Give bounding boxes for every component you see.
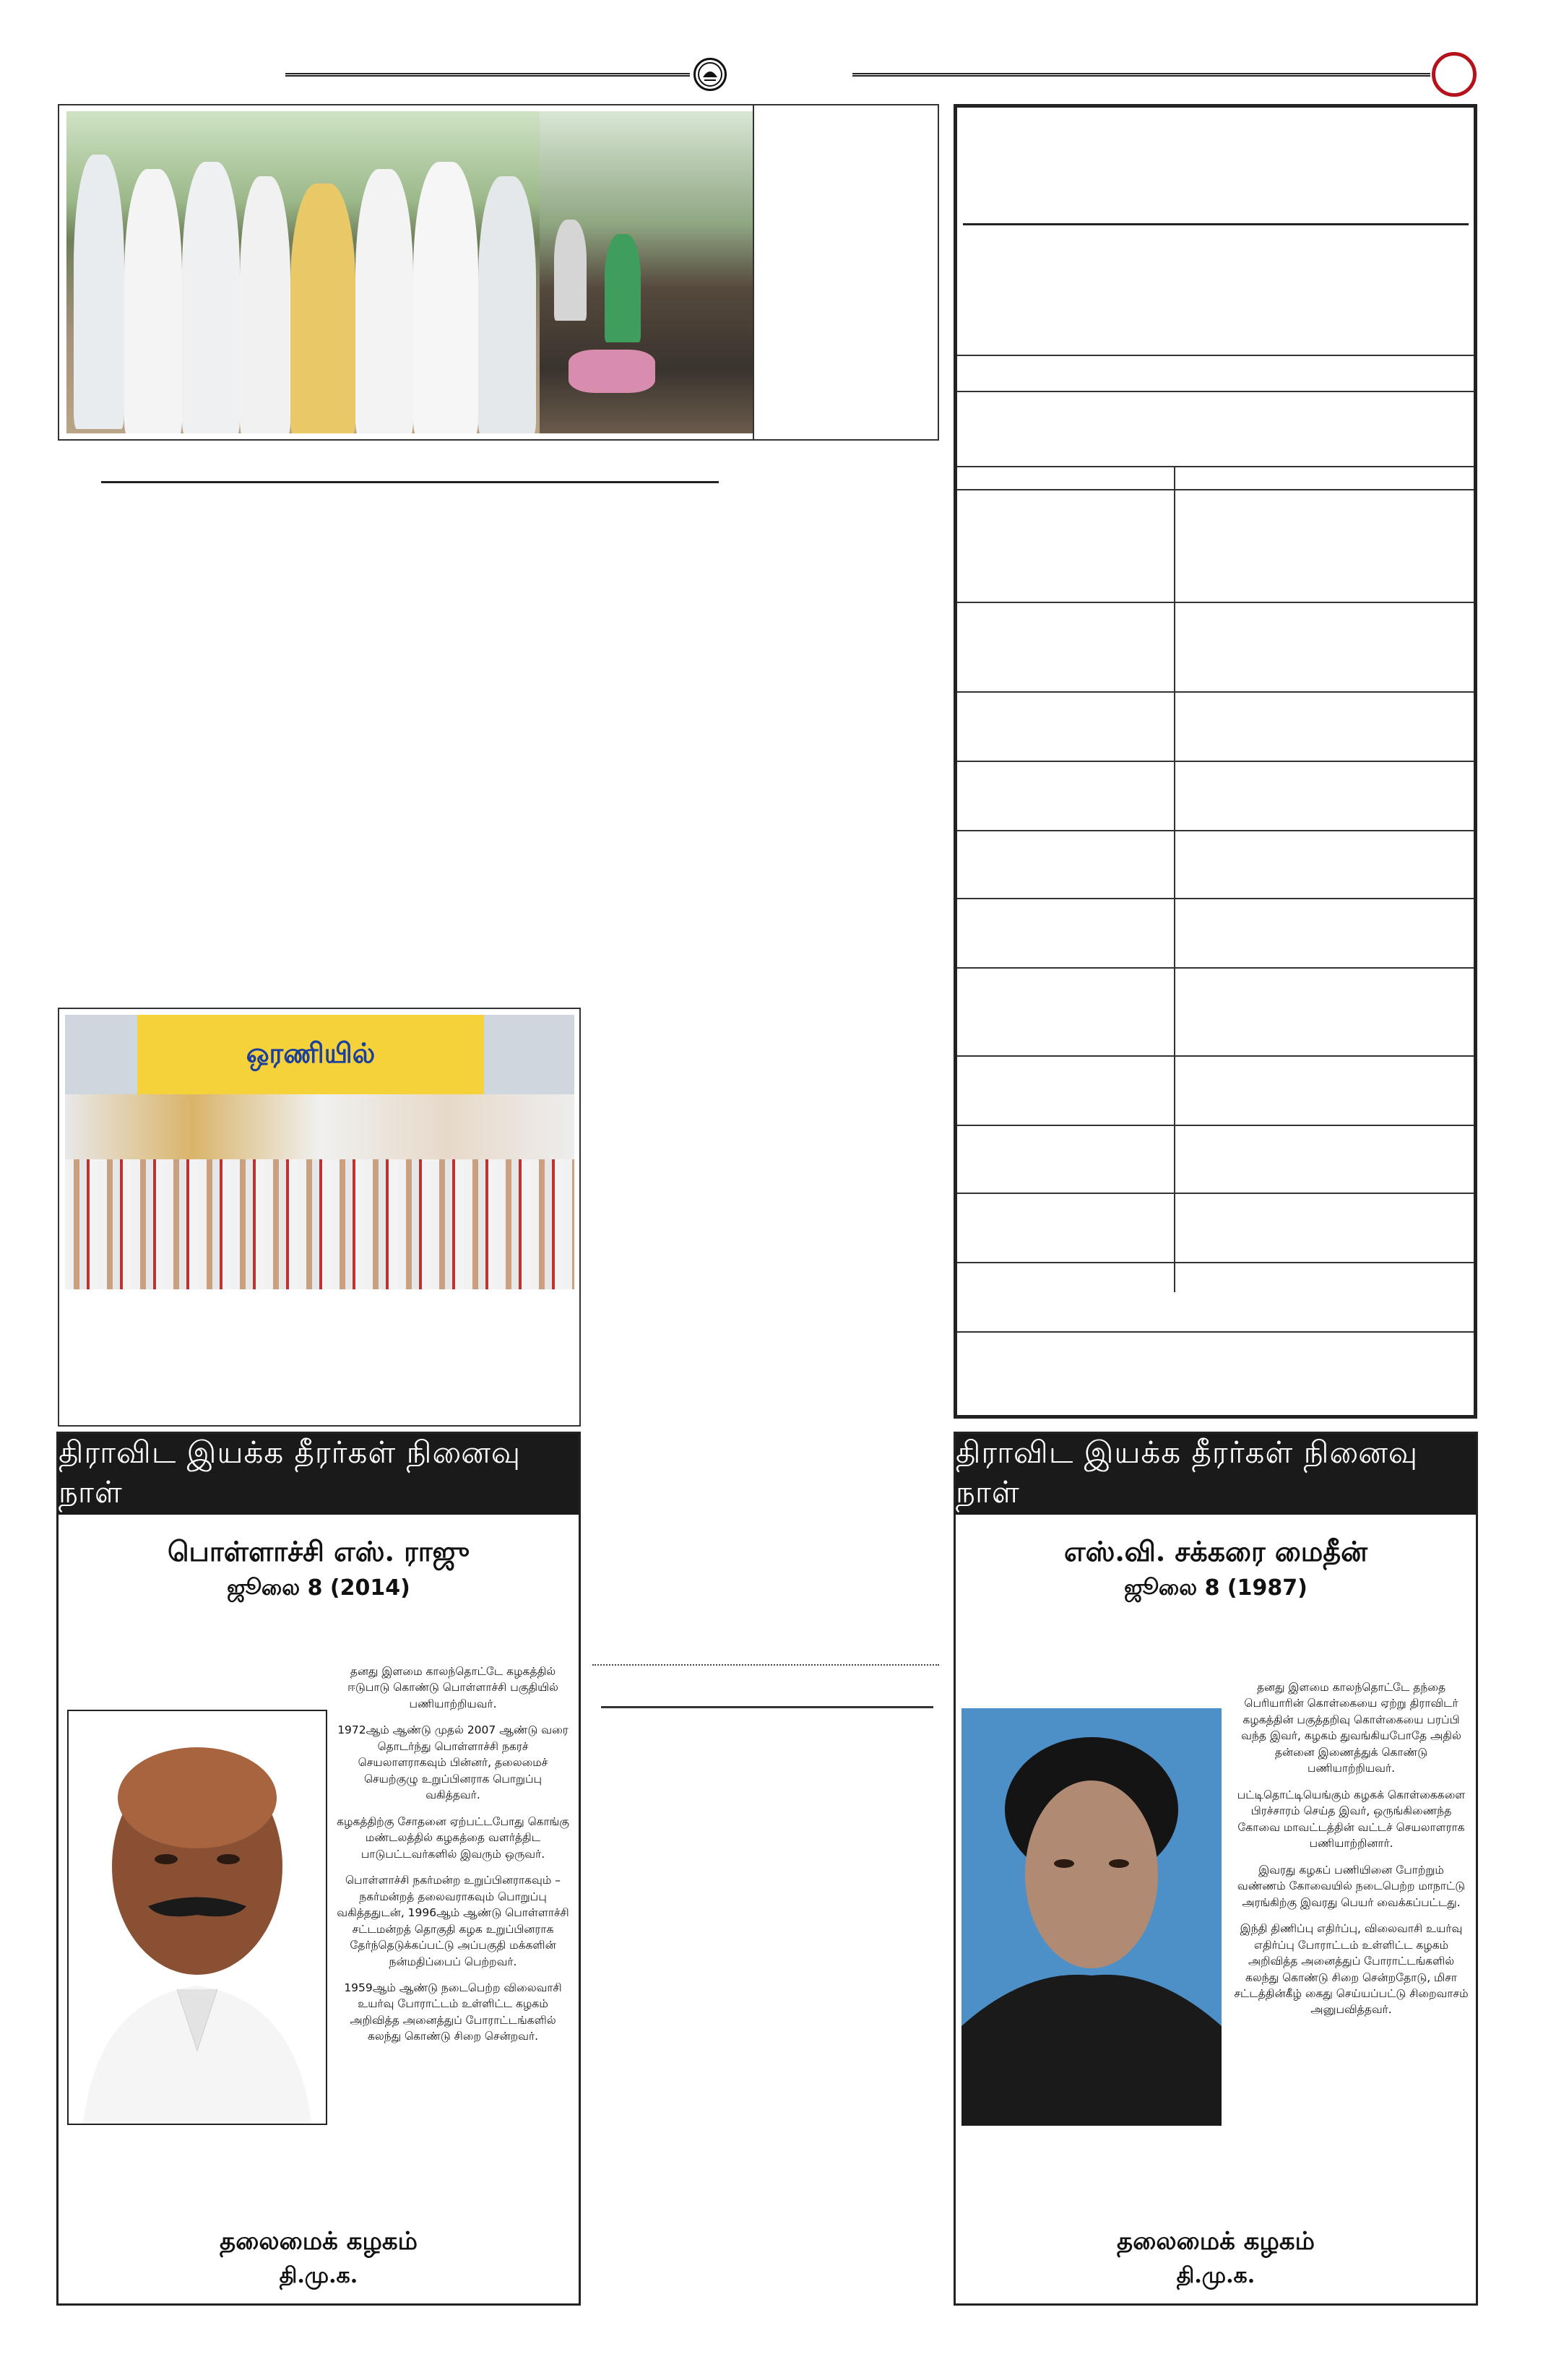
bio-paragraph: 1972ஆம் ஆண்டு முதல் 2007 ஆண்டு வரை தொடர்ந்து பொள்ளாச்சி நகரச் செயலாளராகவும் பின்னர், தலைமைச் செயற்குழு உறுப்பினராக பொறுப்பு வகித்தவர். [337,1723,569,1802]
memorial-bio [337,1663,569,2055]
table-row-line [957,1125,1474,1126]
table-row-line [957,761,1474,762]
header-rule-right [852,73,1430,77]
table-header-line [957,489,1474,490]
memorial-heading: திராவிட இயக்க தீரர்கள் நினைவு நாள் [59,1434,579,1515]
fire-damage-photo [540,111,753,433]
bio-paragraph: இவரது கழகப் பணியினை போற்றும் வண்ணம் கோவையில் நடைபெற்ற மாநாட்டு அரங்கிற்கு இவரது பெயர் வைக்கப்பட்டது. [1237,1863,1466,1909]
bio-paragraph: தனது இளமை காலந்தொட்டே தந்தை பெரியாரின் கொள்கையை ஏற்று திராவிடர் கழகத்தின் பகுத்தறிவு கொள்கையை பரப்பி வந்த இவர், கழகம் துவங்கியபோதே அதில் தன்னை இணைத்துக் கொண்டு பணியாற்றியவர். [1241,1681,1461,1775]
photo-caption-column [753,105,754,439]
memorial-name: எஸ்.வி. சக்கரை மைதீன் [1063,1535,1367,1567]
bio-paragraph: இந்தி திணிப்பு எதிர்ப்பு, விலைவாசி உயர்வு எதிர்ப்பு போராட்டம் உள்ளிட்ட கழகம் அறிவித்த அனைத்துப் போராட்டங்களில் கலந்து கொண்டு சிறை சென்றதோடு, மிசா சட்டத்தின்கீழ் கைது செய்யப்பட்டு சிறைவாசம் அனுபவித்தவர். [1234,1922,1469,2017]
crowd-visit-photo [66,111,540,433]
portrait-maideen [961,1708,1222,2126]
memorial-heading: திராவிட இயக்க தீரர்கள் நினைவு நாள் [956,1434,1476,1515]
bio-paragraph: கழகத்திற்கு சோதனை ஏற்பட்டபோது கொங்கு மண்டலத்தில் கழகத்தை வளர்த்திட பாடுபட்டவர்களில் இவரும் ஒருவர். [337,1814,569,1861]
top-photo-frame [58,104,939,441]
portrait-raju [67,1710,327,2125]
schedule-table-frame [954,104,1477,1419]
table-row-line [957,355,1474,356]
rising-sun-emblem-icon [693,58,727,91]
table-row-line [957,466,1474,467]
bio-paragraph: 1959ஆம் ஆண்டு நடைபெற்ற விலைவாசி உயர்வு போராட்டம் உள்ளிட்ட கழகம் அறிவித்த அனைத்துப் போராட்டங்களில் கலந்து கொண்டு சிறை சென்றவர். [344,1981,562,2043]
table-row-line [957,967,1474,969]
header-rule-left [285,73,690,77]
meeting-photo-frame [58,1008,581,1427]
table-row-line [957,391,1474,392]
red-circle-icon [1432,52,1477,97]
memorial-card-raju [56,1432,581,2306]
table-row-line [957,1331,1474,1333]
memorial-date: ஜூலை 8 (2014) [227,1575,410,1601]
memorial-name: பொள்ளாச்சி எஸ். ராஜு [167,1535,470,1567]
table-row-line [957,1193,1474,1194]
table-title-rule [963,223,1469,225]
memorial-card-maideen [954,1432,1478,2306]
article-divider [101,481,719,483]
dotted-separator [592,1664,939,1666]
public-meeting-photo [65,1015,574,1289]
table-column-divider [1174,466,1175,1292]
memorial-footer-party: தி.மு.க. [1176,2263,1255,2288]
table-row-line [957,898,1474,899]
table-row-line [957,1055,1474,1057]
table-row-line [957,1262,1474,1263]
middle-rule [601,1706,933,1708]
table-row-line [957,602,1474,603]
table-row-line [957,691,1474,693]
bio-paragraph: தனது இளமை காலந்தொட்டே கழகத்தில் ஈடுபாடு கொண்டு பொள்ளாச்சி பகுதியில் பணியாற்றியவர். [347,1665,558,1710]
banner-text: ஒரணியில் [246,1036,376,1069]
memorial-footer-org: தலைமைக் கழகம் [220,2227,418,2256]
stage-banner [137,1015,484,1094]
bio-paragraph: பொள்ளாச்சி நகர்மன்ற உறுப்பினராகவும் – நகர்மன்றத் தலைவராகவும் பொறுப்பு வகித்ததுடன், 1996ஆம் ஆண்டு பொள்ளாச்சி சட்டமன்றத் தொகுதி கழக உறுப்பினராக தேர்ந்தெடுக்கப்பட்டு அப்பகுதி மக்களின் நன்மதிப்பைப் பெற்றவர். [337,1874,569,1968]
table-row-line [957,830,1474,831]
memorial-footer-party: தி.மு.க. [279,2263,358,2288]
bio-paragraph: பட்டிதொட்டியெங்கும் கழகக் கொள்கைகளை பிரச்சாரம் செய்த இவர், ஒருங்கிணைந்த கோவை மாவட்டத்தின் வட்டச் செயலாளராக பணியாற்றினார். [1237,1788,1466,1851]
memorial-date: ஜூலை 8 (1987) [1124,1575,1308,1601]
memorial-footer-org: தலைமைக் கழகம் [1117,2227,1315,2256]
memorial-bio [1234,1679,1469,2028]
